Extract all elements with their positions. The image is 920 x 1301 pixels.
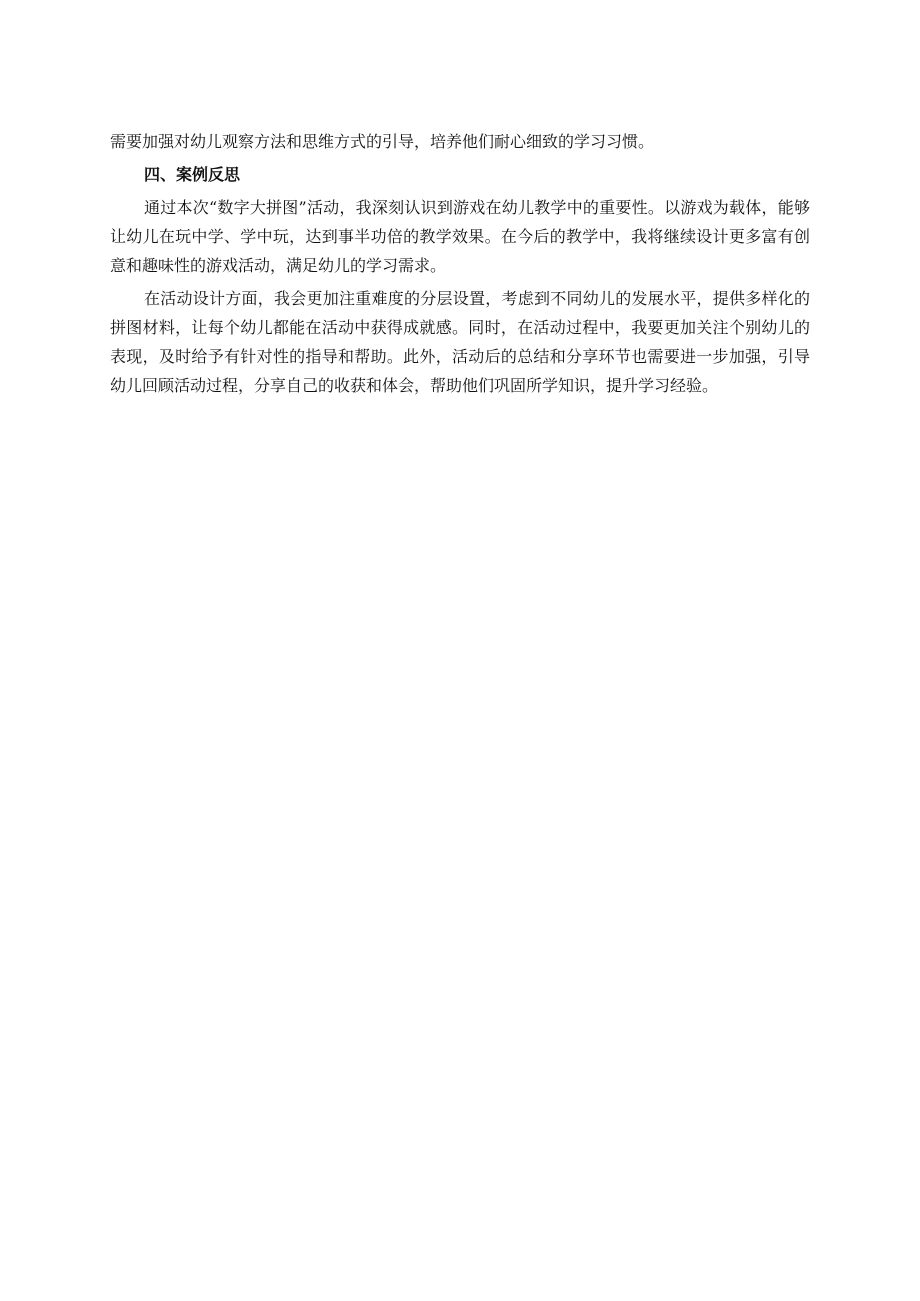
continuation-paragraph: 需要加强对幼儿观察方法和思维方式的引导，培养他们耐心细致的学习习惯。	[110, 132, 655, 151]
section-heading: 四、案例反思	[144, 165, 241, 184]
reflection-paragraph-2: 在活动设计方面，我会更加注重难度的分层设置，考虑到不同幼儿的发展水平，提供多样化的拼图材料，让每个幼儿都能在活动中获得成就感。同时，在活动过程中，我要更加关注个别幼儿的表现，及时给予有针对性的指导和帮助。此外，活动后的总结和分享环节也需要进一步加强，引导幼儿回顾活动过程，分享自己的收获和体会，帮助他们巩固所学知识，提升学习经验。	[110, 289, 810, 395]
reflection-paragraph-1: 通过本次“数字大拼图”活动，我深刻认识到游戏在幼儿教学中的重要性。以游戏为载体，能够让幼儿在玩中学、学中玩，达到事半功倍的教学效果。在今后的教学中，我将继续设计更多富有创意和趣味性的游戏活动，满足幼儿的学习需求。	[110, 198, 810, 275]
document-body	[110, 127, 810, 400]
